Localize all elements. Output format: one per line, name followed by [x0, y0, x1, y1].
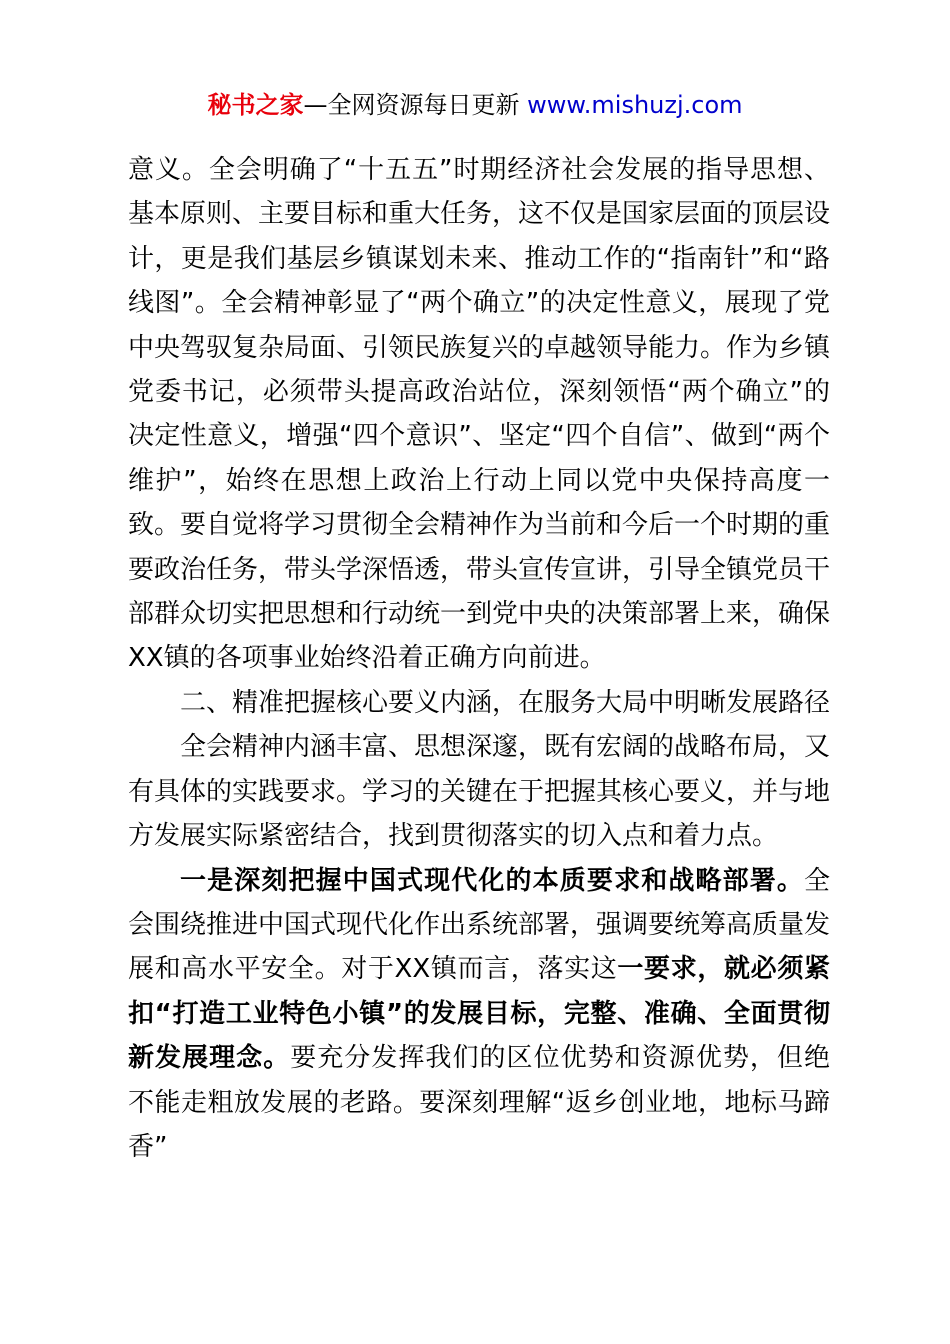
site-tagline: —全网资源每日更新 — [303, 91, 520, 119]
paragraph-3-lead: 一是深刻把握中国式现代化的本质要求和战略部署。 — [180, 865, 804, 896]
section-heading-2: 二、精准把握核心要义内涵，在服务大局中明晰发展路径 — [180, 687, 831, 718]
site-header — [0, 88, 950, 122]
paragraph-3-bold: 一要求，就必须紧扣“打造工业特色小镇”的发展目标，完整、准确、全面贯彻新发展理念。 — [128, 954, 830, 1074]
paragraph-3-text-2: 要充分发挥我们的区位优势和资源优势，但绝不能走粗放发展的老路。要深刻理解“返乡创业地，地标马蹄香” — [128, 1043, 830, 1162]
document-body — [128, 148, 830, 1169]
paragraph-3-text-1: 全会围绕推进中国式现代化作出系统部署，强调要统筹高质量发展和高水平安全。对于XX镇而言，落实这 — [128, 865, 831, 985]
site-url-link[interactable]: www.mishuzj.com — [527, 91, 743, 119]
site-brand: 秘书之家 — [207, 91, 304, 119]
paragraph-1: 意义。全会明确了“十五五”时期经济社会发展的指导思想、基本原则、主要目标和重大任务，这不仅是国家层面的顶层设计，更是我们基层乡镇谋划未来、推动工作的“指南针”和“路线图”。全会精神彰显了“两个确立”的决定性意义，展现了党中央驾驭复杂局面、引领民族复兴的卓越领导能力。作为乡镇党委书记，必须带头提高政治站位，深刻领悟“两个确立”的决定性意义，增强“四个意识”、坚定“四个自信”、做到“两个维护”，始终在思想上政治上行动上同以党中央保持高度一致。要自觉将学习贯彻全会精神作为当前和今后一个时期的重要政治任务，带头学深悟透，带头宣传宣讲，引导全镇党员干部群众切实把思想和行动统一到党中央的决策部署上来，确保XX镇的各项事业始终沿着正确方向前进。 — [128, 155, 831, 674]
paragraph-2: 全会精神内涵丰富、思想深邃，既有宏阔的战略布局，又有具体的实践要求。学习的关键在于把握其核心要义，并与地方发展实际紧密结合，找到贯彻落实的切入点和着力点。 — [128, 732, 831, 852]
paragraph-3 — [128, 859, 830, 1170]
